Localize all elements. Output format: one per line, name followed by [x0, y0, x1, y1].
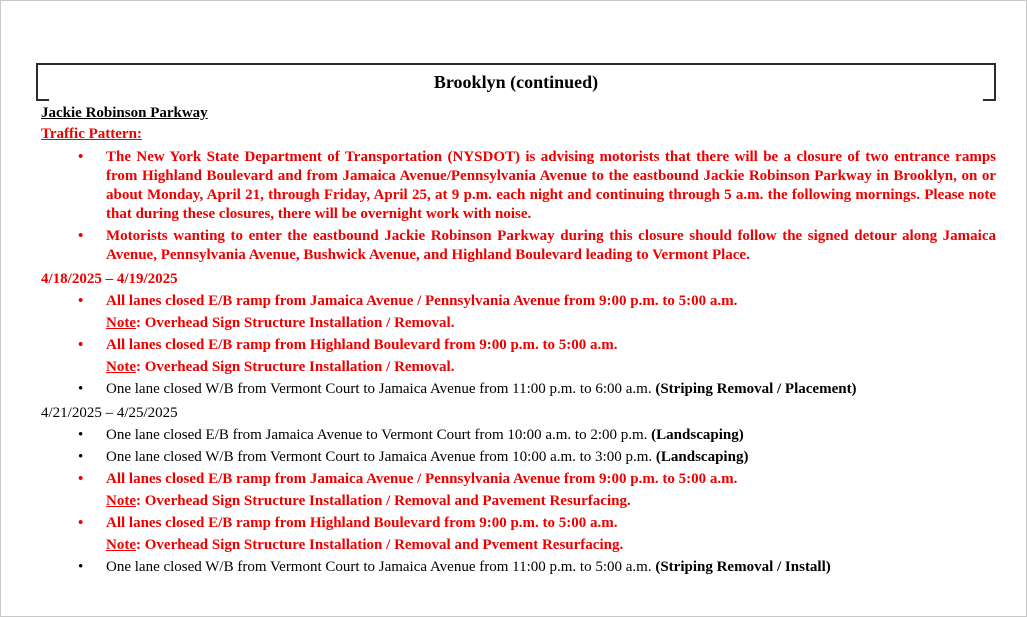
- closure-bullet: [41, 336, 996, 355]
- closure-bullet: [41, 292, 996, 311]
- document-body: [41, 103, 996, 577]
- note-line: [41, 314, 996, 333]
- roadway-heading: Jackie Robinson Parkway: [41, 105, 208, 121]
- note-line: [41, 492, 996, 511]
- region-title-box: [36, 63, 996, 101]
- note-line: [41, 358, 996, 377]
- work-type-label: (Landscaping): [651, 427, 744, 443]
- date-range-heading: 4/18/2025 – 4/19/2025: [41, 271, 178, 287]
- bullet-text: One lane closed E/B from Jamaica Avenue to Vermont Court from 10:00 a.m. to 2:00 p.m.: [106, 427, 652, 443]
- closure-bullet: [41, 380, 996, 399]
- note-label: Note: [106, 493, 136, 509]
- bullet-text: One lane closed W/B from Vermont Court to Jamaica Avenue from 11:00 p.m. to 5:00 a.m.: [106, 559, 656, 575]
- bullet-text: One lane closed W/B from Vermont Court to Jamaica Avenue from 11:00 p.m. to 6:00 a.m.: [106, 381, 656, 397]
- traffic-pattern-bullet: [41, 148, 996, 224]
- note-text: : Overhead Sign Structure Installation / Removal and Pavement Resurfacing.: [136, 493, 631, 509]
- closure-bullet: [41, 470, 996, 489]
- bullet-text: All lanes closed E/B ramp from Highland Boulevard from 9:00 p.m. to 5:00 a.m.: [106, 515, 618, 531]
- closure-bullet: [41, 448, 996, 467]
- closure-bullet: [41, 558, 996, 577]
- note-text: : Overhead Sign Structure Installation / Removal.: [136, 315, 455, 331]
- note-line: [41, 536, 996, 555]
- note-label: Note: [106, 359, 136, 375]
- note-text: : Overhead Sign Structure Installation / Removal.: [136, 359, 455, 375]
- note-label: Note: [106, 315, 136, 331]
- bullet-text: All lanes closed E/B ramp from Jamaica Avenue / Pennsylvania Avenue from 9:00 p.m. to 5:00 a.m.: [106, 293, 738, 309]
- bullet-text: All lanes closed E/B ramp from Jamaica Avenue / Pennsylvania Avenue from 9:00 p.m. to 5:00 a.m.: [106, 471, 738, 487]
- closure-bullet: [41, 426, 996, 445]
- traffic-pattern-heading: Traffic Pattern:: [41, 126, 142, 142]
- work-type-label: (Striping Removal / Placement): [655, 381, 857, 397]
- bullet-text: The New York State Department of Transportation (NYSDOT) is advising motorists that there will be a closure of two entrance ramps from Highland Boulevard and from Jamaica Avenue/Pennsylvania Avenue to the eastbound Jackie Robinson Parkway in Brooklyn, on or about Monday, April 21, through Friday, April 25, at 9 p.m. each night and continuing through 5 a.m. the following mornings. Please note that during these closures, there will be overnight work with noise.: [106, 149, 996, 222]
- bullet-text: One lane closed W/B from Vermont Court to Jamaica Avenue from 10:00 a.m. to 3:00 p.m.: [106, 449, 656, 465]
- region-title: Brooklyn (continued): [433, 72, 599, 92]
- work-type-label: (Landscaping): [655, 449, 749, 465]
- date-range-heading: 4/21/2025 – 4/25/2025: [41, 405, 178, 421]
- note-text: : Overhead Sign Structure Installation / Removal and Pvement Resurfacing.: [136, 537, 624, 553]
- work-type-label: (Striping Removal / Install): [655, 559, 831, 575]
- bullet-text: Motorists wanting to enter the eastbound Jackie Robinson Parkway during this closure should follow the signed detour along Jamaica Avenue, Pennsylvania Avenue, Bushwick Avenue, and Highland Boulevard leading to Vermont Place.: [106, 228, 996, 263]
- traffic-pattern-bullet: [41, 227, 996, 265]
- bullet-text: All lanes closed E/B ramp from Highland Boulevard from 9:00 p.m. to 5:00 a.m.: [106, 337, 618, 353]
- closure-bullet: [41, 514, 996, 533]
- note-label: Note: [106, 537, 136, 553]
